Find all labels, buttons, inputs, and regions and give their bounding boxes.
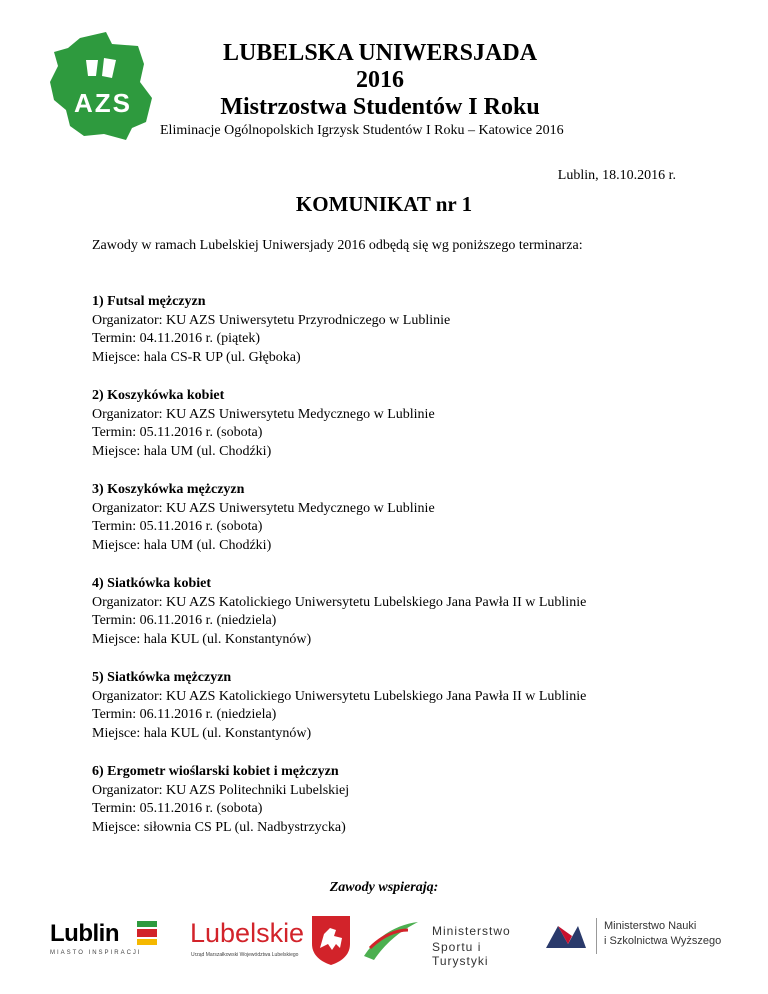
event-organizer: Organizator: KU AZS Uniwersytetu Medycznego w Lublinie (92, 500, 435, 516)
event-place: Miejsce: hala CS-R UP (ul. Głęboka) (92, 349, 301, 365)
event-block (92, 669, 586, 743)
event-name: 6) Ergometr wioślarski kobiet i mężczyzn (92, 764, 339, 779)
event-term: Termin: 05.11.2016 r. (sobota) (92, 801, 263, 816)
event-term: Termin: 05.11.2016 r. (sobota) (92, 425, 263, 440)
lublin-logo (50, 918, 180, 964)
msit-logo (360, 914, 540, 968)
event-block (92, 575, 586, 649)
title-line-3: Mistrzostwa Studentów I Roku (220, 94, 540, 120)
event-block (92, 293, 450, 367)
event-organizer: Organizator: KU AZS Uniwersytetu Medycznego w Lublinie (92, 406, 435, 422)
document-date: Lublin, 18.10.2016 r. (557, 168, 676, 183)
intro-text: Zawody w ramach Lubelskiej Uniwersjady 2016 odbędą się wg poniższego terminarza: (92, 238, 583, 253)
event-place: Miejsce: siłownia CS PL (ul. Nadbystrzycka) (92, 819, 346, 835)
nauka-emblem-icon (544, 922, 588, 950)
msit-logo-line1: Ministerstwo (432, 924, 511, 938)
nauka-logo (544, 914, 744, 960)
event-name: 5) Siatkówka mężczyzn (92, 670, 232, 685)
lublin-crest-icon (136, 920, 158, 946)
event-place: Miejsce: hala KUL (ul. Konstantynów) (92, 631, 312, 647)
event-place: Miejsce: hala UM (ul. Chodźki) (92, 443, 272, 459)
event-organizer: Organizator: KU AZS Katolickiego Uniwersytetu Lubelskiego Jana Pawła II w Lublinie (92, 594, 587, 610)
title-line-2: 2016 (356, 67, 404, 93)
event-name: 4) Siatkówka kobiet (92, 576, 212, 591)
event-name: 3) Koszykówka mężczyzn (92, 482, 245, 497)
event-name: 2) Koszykówka kobiet (92, 388, 225, 403)
event-organizer: Organizator: KU AZS Uniwersytetu Przyrodniczego w Lublinie (92, 312, 451, 328)
msit-logo-line2: Sportu i Turystyki (432, 940, 489, 968)
event-organizer: Organizator: KU AZS Politechniki Lubelskiej (92, 782, 350, 798)
azs-logo-text: AZS (74, 88, 132, 118)
event-organizer: Organizator: KU AZS Katolickiego Uniwersytetu Lubelskiego Jana Pawła II w Lublinie (92, 688, 587, 704)
event-block (92, 763, 349, 837)
event-place: Miejsce: hala UM (ul. Chodźki) (92, 537, 272, 553)
event-term: Termin: 06.11.2016 r. (niedziela) (92, 613, 277, 628)
azs-logo (48, 30, 158, 142)
title-line-1: LUBELSKA UNIWERSJADA (222, 40, 538, 66)
lubelskie-crest-icon (310, 914, 352, 966)
event-term: Termin: 04.11.2016 r. (piątek) (92, 331, 261, 346)
event-term: Termin: 06.11.2016 r. (niedziela) (92, 707, 277, 722)
nauka-logo-line1: Ministerstwo Nauki (604, 920, 697, 932)
msit-swoosh-icon (360, 916, 422, 962)
nauka-divider (596, 918, 597, 954)
lubelskie-logo (190, 914, 352, 970)
event-block (92, 481, 435, 555)
nauka-logo-line2: i Szkolnictwa Wyższego (604, 935, 722, 947)
lublin-logo-tagline: MIASTO INSPIRACJI (50, 950, 142, 956)
sponsors-label: Zawody wspierają: (329, 880, 439, 895)
subtitle: Eliminacje Ogólnopolskich Igrzysk Studentów I Roku – Katowice 2016 (160, 123, 564, 138)
lubelskie-logo-name: Lubelskie (190, 918, 305, 948)
lublin-logo-name: Lublin (50, 920, 119, 947)
event-term: Termin: 05.11.2016 r. (sobota) (92, 519, 263, 534)
event-place: Miejsce: hala KUL (ul. Konstantynów) (92, 725, 312, 741)
lubelskie-logo-sub: Urząd Marszałkowski Województwa Lubelskiego (191, 952, 299, 958)
document-heading: KOMUNIKAT nr 1 (295, 192, 473, 216)
event-name: 1) Futsal mężczyzn (92, 294, 206, 309)
event-block (92, 387, 435, 461)
